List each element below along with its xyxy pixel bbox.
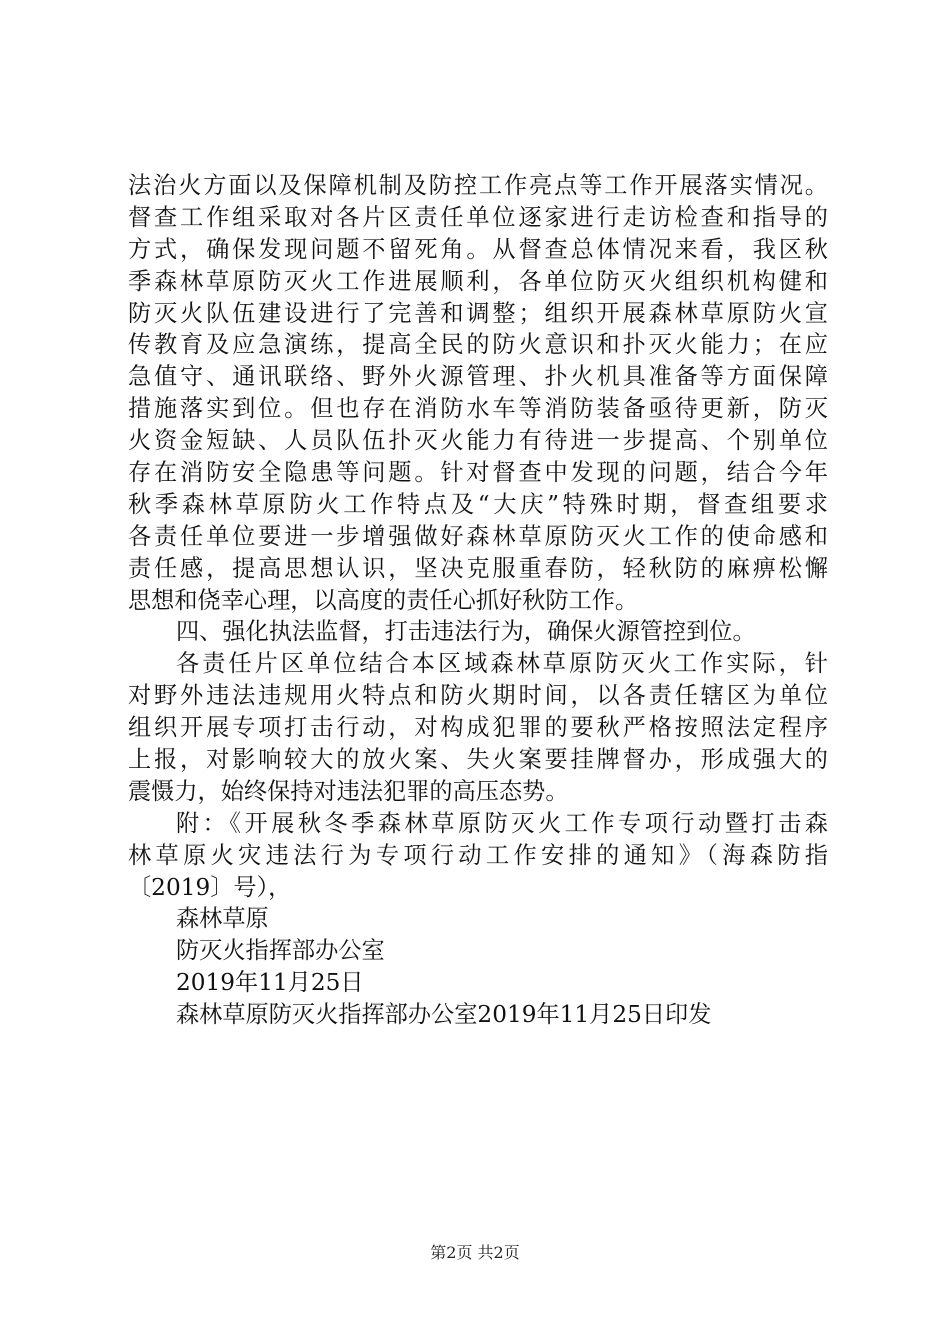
body-line: 措施落实到位。但也存在消防水车等消防装备亟待更新，防灭 [128, 395, 828, 423]
signature-date: 2019年11月25日 [176, 969, 364, 997]
body-line: 传教育及应急演练，提高全民的防火意识和扑灭火能力；在应 [128, 331, 828, 359]
attachment-line: 〔2019〕号）， [128, 873, 292, 901]
body-line: 季森林草原防灭火工作进展顺利，各单位防灭火组织机构健和 [128, 267, 828, 295]
body-line: 火资金短缺、人员队伍扑灭火能力有待进一步提高、个别单位 [128, 427, 828, 455]
body-line: 督查工作组采取对各片区责任单位逐家进行走访检查和指导的 [128, 203, 828, 231]
body-line: 防灭火队伍建设进行了完善和调整；组织开展森林草原防火宣 [128, 299, 828, 327]
attachment-line: 林草原火灾违法行为专项行动工作安排的通知》（海森防指 [128, 841, 828, 869]
body-line: 秋季森林草原防火工作特点及“大庆”特殊时期，督查组要求 [128, 490, 828, 518]
body-line: 震慑力，始终保持对违法犯罪的高压态势。 [128, 777, 569, 805]
body-line: 各责任单位要进一步增强做好森林草原防灭火工作的使命感和 [128, 522, 828, 550]
page-number-footer: 第2页 共2页 [430, 1243, 520, 1262]
body-line: 存在消防安全隐患等问题。针对督查中发现的问题，结合今年 [128, 459, 828, 487]
body-line: 急值守、通讯联络、野外火源管理、扑火机具准备等方面保障 [128, 363, 828, 391]
body-line: 责任感，提高思想认识，坚决克服重春防，轻秋防的麻痹松懈 [128, 554, 828, 582]
body-line: 组织开展专项打击行动，对构成犯罪的要秋严格按照法定程序 [128, 714, 828, 742]
attachment-line: 附：《开展秋冬季森林草原防灭火工作专项行动暨打击森 [176, 809, 828, 837]
signature-org: 森林草原 [176, 905, 269, 933]
body-line: 思想和侥幸心理，以高度的责任心抓好秋防工作。 [128, 586, 639, 614]
signature-office: 防灭火指挥部办公室 [176, 937, 385, 965]
body-line: 方式，确保发现问题不留死角。从督查总体情况来看，我区秋 [128, 235, 828, 263]
body-line: 各责任片区单位结合本区域森林草原防灭火工作实际，针 [176, 650, 828, 678]
body-line: 对野外违法违规用火特点和防火期时间，以各责任辖区为单位 [128, 682, 828, 710]
body-line: 上报，对影响较大的放火案、失火案要挂牌督办，形成强大的 [128, 746, 828, 774]
body-line: 法治火方面以及保障机制及防控工作亮点等工作开展落实情况。 [128, 172, 828, 199]
issuance-note: 森林草原防灭火指挥部办公室2019年11月25日印发 [176, 1001, 712, 1029]
section-heading: 四、强化执法监督，打击违法行为，确保火源管控到位。 [176, 618, 756, 646]
document-body [128, 170, 828, 1031]
